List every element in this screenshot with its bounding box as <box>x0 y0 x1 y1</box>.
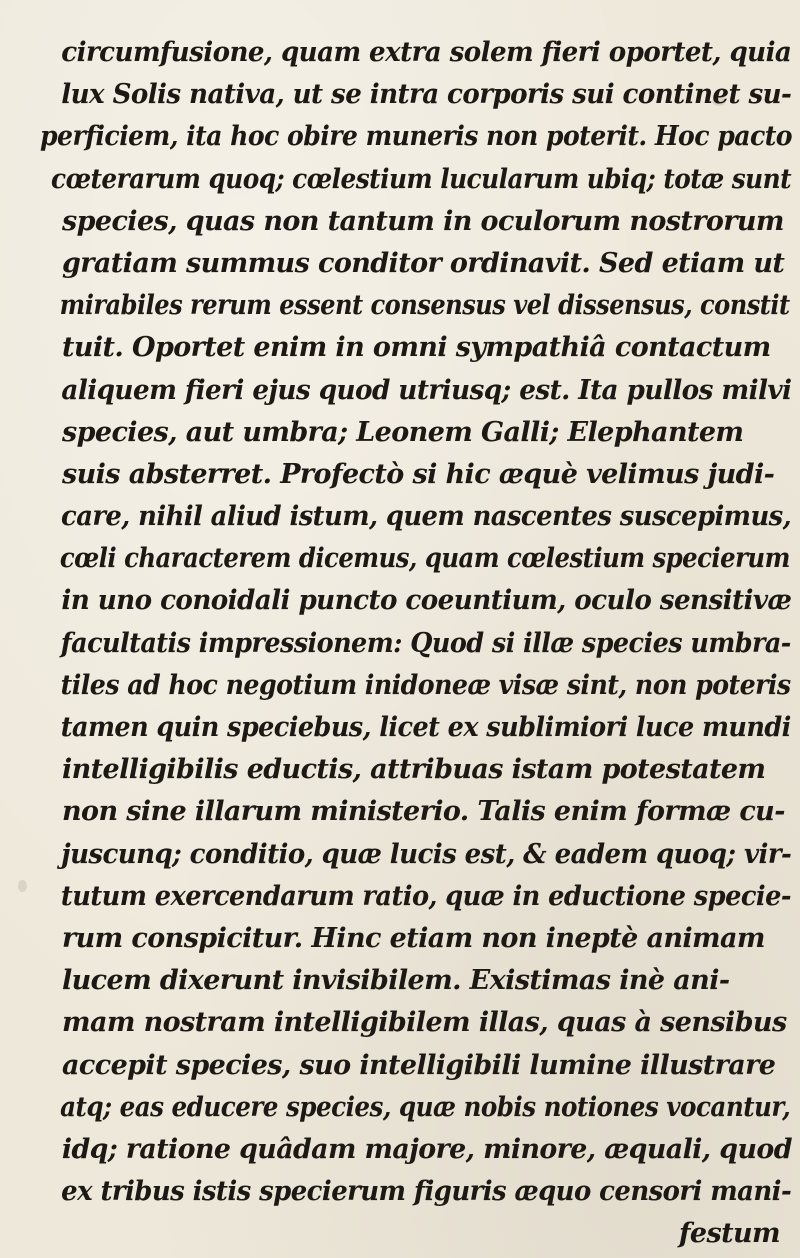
text-line: mam nostram intelligibilem illas, quas à sensibus <box>62 1007 787 1039</box>
text-line: mirabiles rerum essent consensus vel dissensus, constit <box>59 290 790 322</box>
text-line: cœterarum quoq; cœlestium lucularum ubiq; totæ sunt <box>51 163 792 195</box>
text-line: lucem dixerunt invisibilem. Existimas inè ani- <box>62 965 730 997</box>
text-line: juscunq; conditio, quæ lucis est, & eadem quoq; vir- <box>61 838 792 870</box>
text-line: accepit species, suo intelligibili lumine illustrare <box>62 1049 776 1081</box>
text-line: rum conspicitur. Hinc etiam non ineptè animam <box>62 922 765 954</box>
text-line: cœli characterem dicemus, quam cœlestium specierum <box>59 543 790 575</box>
text-line: tiles ad hoc negotium inidoneæ visæ sint, non poteris <box>60 669 791 701</box>
text-line: lux Solis nativa, ut se intra corporis sui continet su- <box>61 79 792 111</box>
text-line: suis absterret. Profectò si hic æquè velimus judi- <box>62 458 775 490</box>
text-line: species, quas non tantum in oculorum nostrorum <box>62 205 784 237</box>
text-line: tuit. Oportet enim in omni sympathiâ contactum <box>62 332 771 364</box>
paper-stain <box>18 880 27 892</box>
text-line: care, nihil aliud istum, quem nascentes suscepimus, <box>61 501 792 533</box>
text-line: ex tribus istis specierum figuris æquo censori mani- <box>61 1176 792 1208</box>
text-line: tamen quin speciebus, licet ex sublimiori luce mundi <box>60 712 791 743</box>
text-line: intelligibilis eductis, attribuas istam potestatem <box>62 754 766 786</box>
text-line: facultatis impressionem: Quod si illæ species umbra- <box>60 627 791 659</box>
text-line: circumfusione, quam extra solem fieri oportet, quia <box>61 37 792 68</box>
latin-text-block <box>40 32 792 1255</box>
text-line: non sine illarum ministerio. Talis enim formæ cu- <box>62 796 785 828</box>
text-line: idq; ratione quâdam majore, minore, æquali, quod <box>61 1133 792 1165</box>
text-line: gratiam summus conditor ordinavit. Sed etiam ut <box>62 247 785 279</box>
catchword: festum <box>678 1218 780 1250</box>
text-line: in uno conoidali puncto coeuntium, oculo sensitivæ <box>61 585 792 617</box>
text-line: aliquem fieri ejus quod utriusq; est. Ita pullos milvi <box>61 374 792 406</box>
text-line: perficiem, ita hoc obire muneris non poterit. Hoc pacto <box>40 121 793 153</box>
text-line: species, aut umbra; Leonem Galli; Elephantem <box>62 416 744 448</box>
text-line: atq; eas educere species, quæ nobis notiones vocantur, <box>60 1091 791 1123</box>
text-line: tutum exercendarum ratio, quæ in eductione specie- <box>60 880 791 912</box>
